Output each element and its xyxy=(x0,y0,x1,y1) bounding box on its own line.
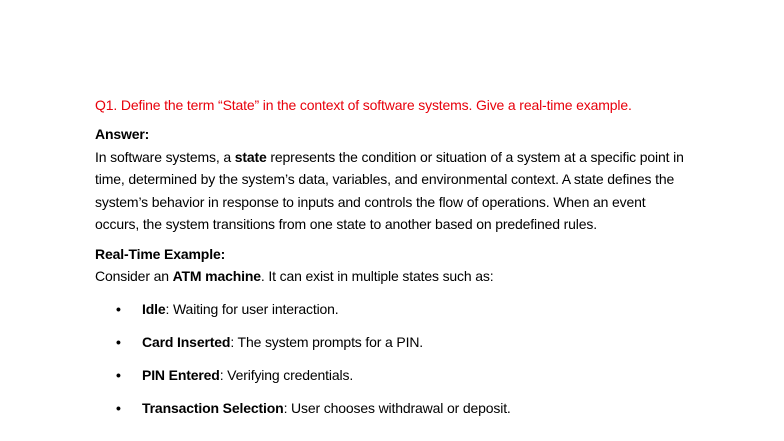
document-body xyxy=(95,94,685,430)
states-list xyxy=(95,298,685,419)
state-description: : The system prompts for a PIN. xyxy=(230,333,424,350)
example-intro-post: . It can exist in multiple states such as: xyxy=(260,268,494,284)
list-item xyxy=(95,331,685,353)
answer-paragraph xyxy=(95,146,685,236)
answer-term-state: state xyxy=(234,148,267,165)
example-term-atm: ATM machine xyxy=(172,268,261,284)
answer-text-post: represents the condition or situation of a system at a specific point in time, determined by the system’s data, variables, and environmental context. A state defines the system’s behavior in response to inputs and controls the flow of operations. When an event occurs, the system transitions from one state to another based on predefined rules. xyxy=(95,148,684,232)
answer-heading: Answer: xyxy=(95,126,150,142)
state-name: Transaction Selection xyxy=(142,399,284,416)
list-item xyxy=(95,364,685,386)
state-description: : User chooses withdrawal or deposit. xyxy=(283,399,511,416)
question-title: Q1. Define the term “State” in the context of software systems. Give a real-time example. xyxy=(95,97,632,113)
state-name: Card Inserted xyxy=(142,333,231,350)
example-intro xyxy=(95,265,685,288)
state-name: Idle xyxy=(142,300,166,317)
state-description: : Waiting for user interaction. xyxy=(165,300,339,317)
bullet-icon: • xyxy=(116,366,121,383)
bullet-icon: • xyxy=(116,399,121,416)
example-intro-pre: Consider an xyxy=(95,268,173,284)
bullet-icon: • xyxy=(116,333,121,350)
state-description: : Verifying credentials. xyxy=(219,366,354,383)
example-heading: Real-Time Example: xyxy=(95,245,226,262)
answer-text-pre: In software systems, a xyxy=(95,148,235,165)
bullet-icon: • xyxy=(116,300,121,317)
list-item xyxy=(95,397,685,419)
state-name: PIN Entered xyxy=(142,366,220,383)
list-item xyxy=(95,298,685,320)
